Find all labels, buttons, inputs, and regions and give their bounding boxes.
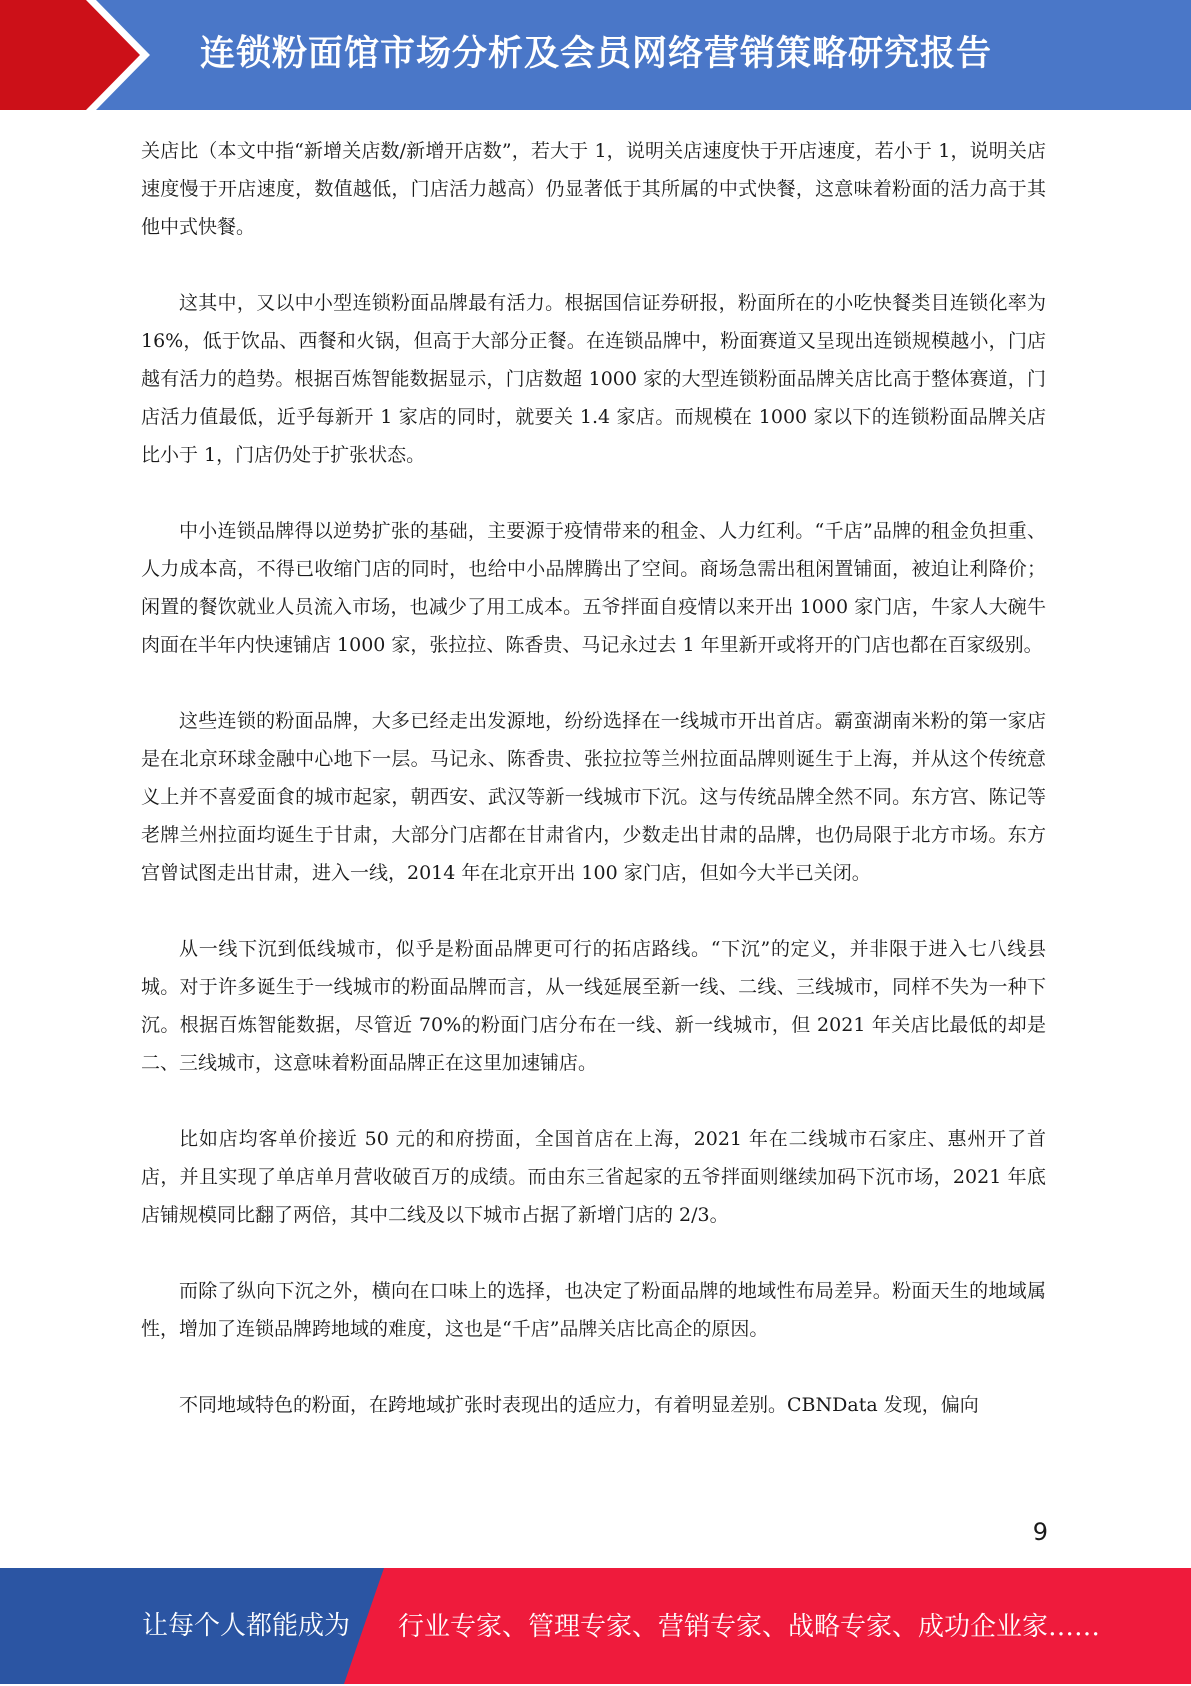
paragraph: 比如店均客单价接近 50 元的和府捞面，全国首店在上海，2021 年在二线城市石家庄、惠州开了首店，并且实现了单店单月营收破百万的成绩。而由东三省起家的五爷拌面则继续加码下沉市场，2021 年底店铺规模同比翻了两倍，其中二线及以下城市占据了新增门店的 2/3。 — [141, 1128, 1046, 1226]
paragraph: 不同地域特色的粉面，在跨地域扩张时表现出的适应力，有着明显差别。CBNData 发现，偏向 — [179, 1394, 979, 1416]
footer-banner — [0, 1568, 1191, 1684]
page-title: 连锁粉面馆市场分析及会员网络营销策略研究报告 — [200, 34, 993, 74]
header-banner — [0, 0, 1191, 110]
document-body — [141, 132, 1046, 1462]
footer-slogan-roles: 行业专家、管理专家、营销专家、战略专家、成功企业家…… — [398, 1612, 1101, 1642]
paragraph: 这些连锁的粉面品牌，大多已经走出发源地，纷纷选择在一线城市开出首店。霸蛮湖南米粉的第一家店是在北京环球金融中心地下一层。马记永、陈香贵、张拉拉等兰州拉面品牌则诞生于上海，并从这个传统意义上并不喜爱面食的城市起家，朝西安、武汉等新一线城市下沉。这与传统品牌全然不同。东方宫、陈记等老牌兰州拉面均诞生于甘肃，大部分门店都在甘肃省内，少数走出甘肃的品牌，也仍局限于北方市场。东方宫曾试图走出甘肃，进入一线，2014 年在北京开出 100 家门店，但如今大半已关闭。 — [141, 710, 1046, 884]
footer-slogan-lead: 让每个人都能成为 — [142, 1611, 351, 1641]
arrow-chevron-icon — [0, 0, 160, 110]
paragraph: 这其中，又以中小型连锁粉面品牌最有活力。根据国信证券研报，粉面所在的小吃快餐类目连锁化率为 16%，低于饮品、西餐和火锅，但高于大部分正餐。在连锁品牌中，粉面赛道又呈现出连锁规模越小，门店越有活力的趋势。根据百炼智能数据显示，门店数超 1000 家的大型连锁粉面品牌关店比高于整体赛道，门店活力值最低，近乎每新开 1 家店的同时，就要关 1.4 家店。而规模在 1000 家以下的连锁粉面品牌关店比小于 1，门店仍处于扩张状态。 — [141, 292, 1046, 466]
paragraph: 中小连锁品牌得以逆势扩张的基础，主要源于疫情带来的租金、人力红利。“千店”品牌的租金负担重、人力成本高，不得已收缩门店的同时，也给中小品牌腾出了空间。商场急需出租闲置铺面，被迫让利降价；闲置的餐饮就业人员流入市场，也减少了用工成本。五爷拌面自疫情以来开出 1000 家门店，牛家人大碗牛肉面在半年内快速铺店 1000 家，张拉拉、陈香贵、马记永过去 1 年里新开或将开的门店也都在百家级别。 — [141, 520, 1046, 656]
paragraph: 而除了纵向下沉之外，横向在口味上的选择，也决定了粉面品牌的地域性布局差异。粉面天生的地域属性，增加了连锁品牌跨地域的难度，这也是“千店”品牌关店比高企的原因。 — [141, 1280, 1046, 1340]
paragraph: 从一线下沉到低线城市，似乎是粉面品牌更可行的拓店路线。“下沉”的定义，并非限于进入七八线县城。对于许多诞生于一线城市的粉面品牌而言，从一线延展至新一线、二线、三线城市，同样不失为一种下沉。根据百炼智能数据，尽管近 70%的粉面门店分布在一线、新一线城市，但 2021 年关店比最低的却是二、三线城市，这意味着粉面品牌正在这里加速铺店。 — [141, 938, 1046, 1074]
paragraph: 关店比（本文中指“新增关店数/新增开店数”，若大于 1，说明关店速度快于开店速度，若小于 1，说明关店速度慢于开店速度，数值越低，门店活力越高）仍显著低于其所属的中式快餐，这意味着粉面的活力高于其他中式快餐。 — [141, 140, 1046, 238]
page-number: 9 — [1032, 1518, 1048, 1546]
